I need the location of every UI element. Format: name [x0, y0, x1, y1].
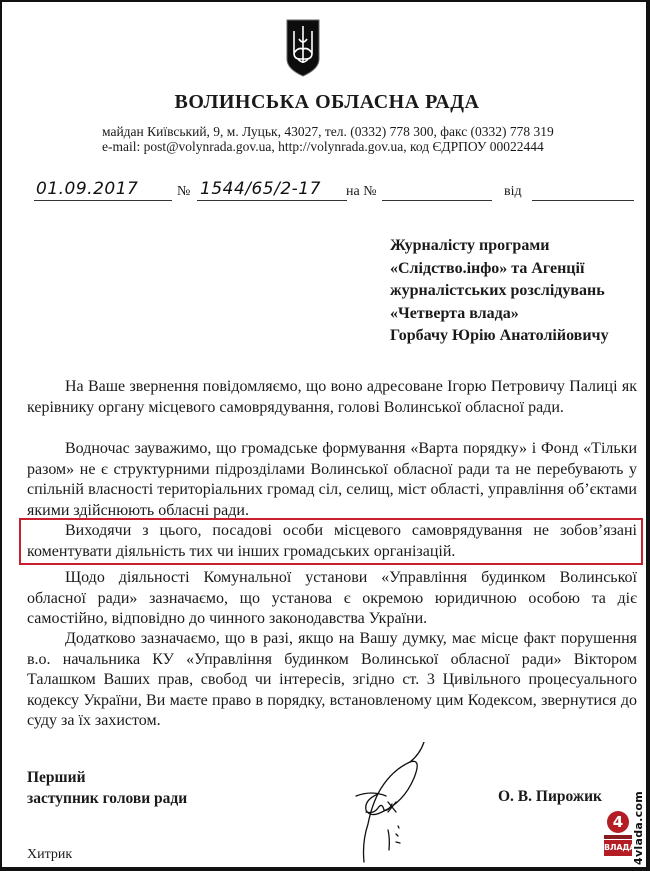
executor-name: Хитрик: [27, 847, 73, 862]
recipient-line: «Четверта влада»: [390, 304, 519, 322]
from-field: [532, 178, 634, 201]
from-label: від: [504, 184, 522, 199]
outgoing-number-field: [197, 178, 347, 201]
reply-to-field: [382, 178, 492, 201]
signer-position-line: заступник голови ради: [27, 790, 188, 807]
outgoing-date: 01.09.2017: [36, 179, 139, 199]
4vlada-logo-icon: [604, 809, 636, 867]
body-paragraph: [27, 377, 637, 418]
recipient-block: [390, 235, 609, 348]
outgoing-date-field: [34, 178, 172, 201]
paragraph-text: Водночас зауважимо, що громадське формування «Варта порядку» і Фонд «Тільки разом» не є структурними підрозділами Волинської обласної ради та не перебувають у спільній власності територіальних громад сіл, селищ, міст області, управління об’єктами якими здійснюють обласні ради.: [27, 440, 637, 519]
body-paragraph: [27, 629, 637, 732]
recipient-line: Горбачу Юрію Анатолійовичу: [390, 327, 609, 344]
coat-of-arms-icon: [286, 19, 320, 77]
number-label: №: [177, 184, 191, 199]
recipient-line: журналістських розслідувань: [390, 282, 605, 299]
registration-line: [34, 178, 634, 208]
highlighted-paragraph: [27, 521, 637, 562]
body-paragraph: [27, 568, 637, 630]
contact-line: e-mail: post@volynrada.gov.ua, http://volynrada.gov.ua, код ЄДРПОУ 00022444: [102, 139, 544, 154]
watermark-site: 4vlada.com: [632, 790, 645, 866]
signer-position: [27, 767, 187, 809]
paragraph-text: На Ваше звернення повідомляємо, що воно адресоване Ігорю Петровичу Палиці як керівнику органу місцевого самоврядування, голові Волинської обласної ради.: [27, 378, 637, 416]
logo-word: ВЛАДА: [604, 840, 632, 856]
address-line: майдан Київський, 9, м. Луцьк, 43027, тел. (0332) 778 300, факс (0332) 778 319: [102, 124, 554, 139]
organization-name: ВОЛИНСЬКА ОБЛАСНА РАДА: [174, 91, 480, 113]
logo-band: [604, 835, 632, 839]
handwritten-signature-icon: [342, 742, 432, 870]
signer-name: О. В. Пирожик: [498, 788, 602, 805]
recipient-line: «Слідство.інфо» та Агенції: [390, 259, 585, 277]
outgoing-number: 1544/65/2-17: [200, 179, 321, 199]
signer-position-line: Перший: [27, 769, 86, 786]
paragraph-text: Виходячи з цього, посадові особи місцевого самоврядування не зобов’язані коментувати діяльність тих чи інших громадських організацій.: [27, 522, 637, 560]
logo-number: 4: [607, 811, 629, 833]
reply-to-label: на №: [346, 184, 377, 199]
paragraph-text: Щодо діяльності Комунальної установи «Управління будинком Волинської обласної ради» зазначаємо, що установа є окремою юридичною особою та діє самостійно, відповідно до чинного законодавства України.: [27, 569, 637, 627]
recipient-line: Журналісту програми: [390, 237, 550, 254]
body-paragraph: [27, 439, 637, 521]
watermark: [602, 787, 648, 871]
paragraph-text: Додатково зазначаємо, що в разі, якщо на Вашу думку, має місце факт порушення в.о. начальника КУ «Управління будинком Волинської обласної ради» Віктором Талашком Ваших прав, свобод чи інтересів, згідно ст. 3 Цивільного процесуального кодексу України, Ви маєте право в порядку, встановленому цим Кодексом, звернутися до суду за їх захистом.: [27, 630, 637, 729]
